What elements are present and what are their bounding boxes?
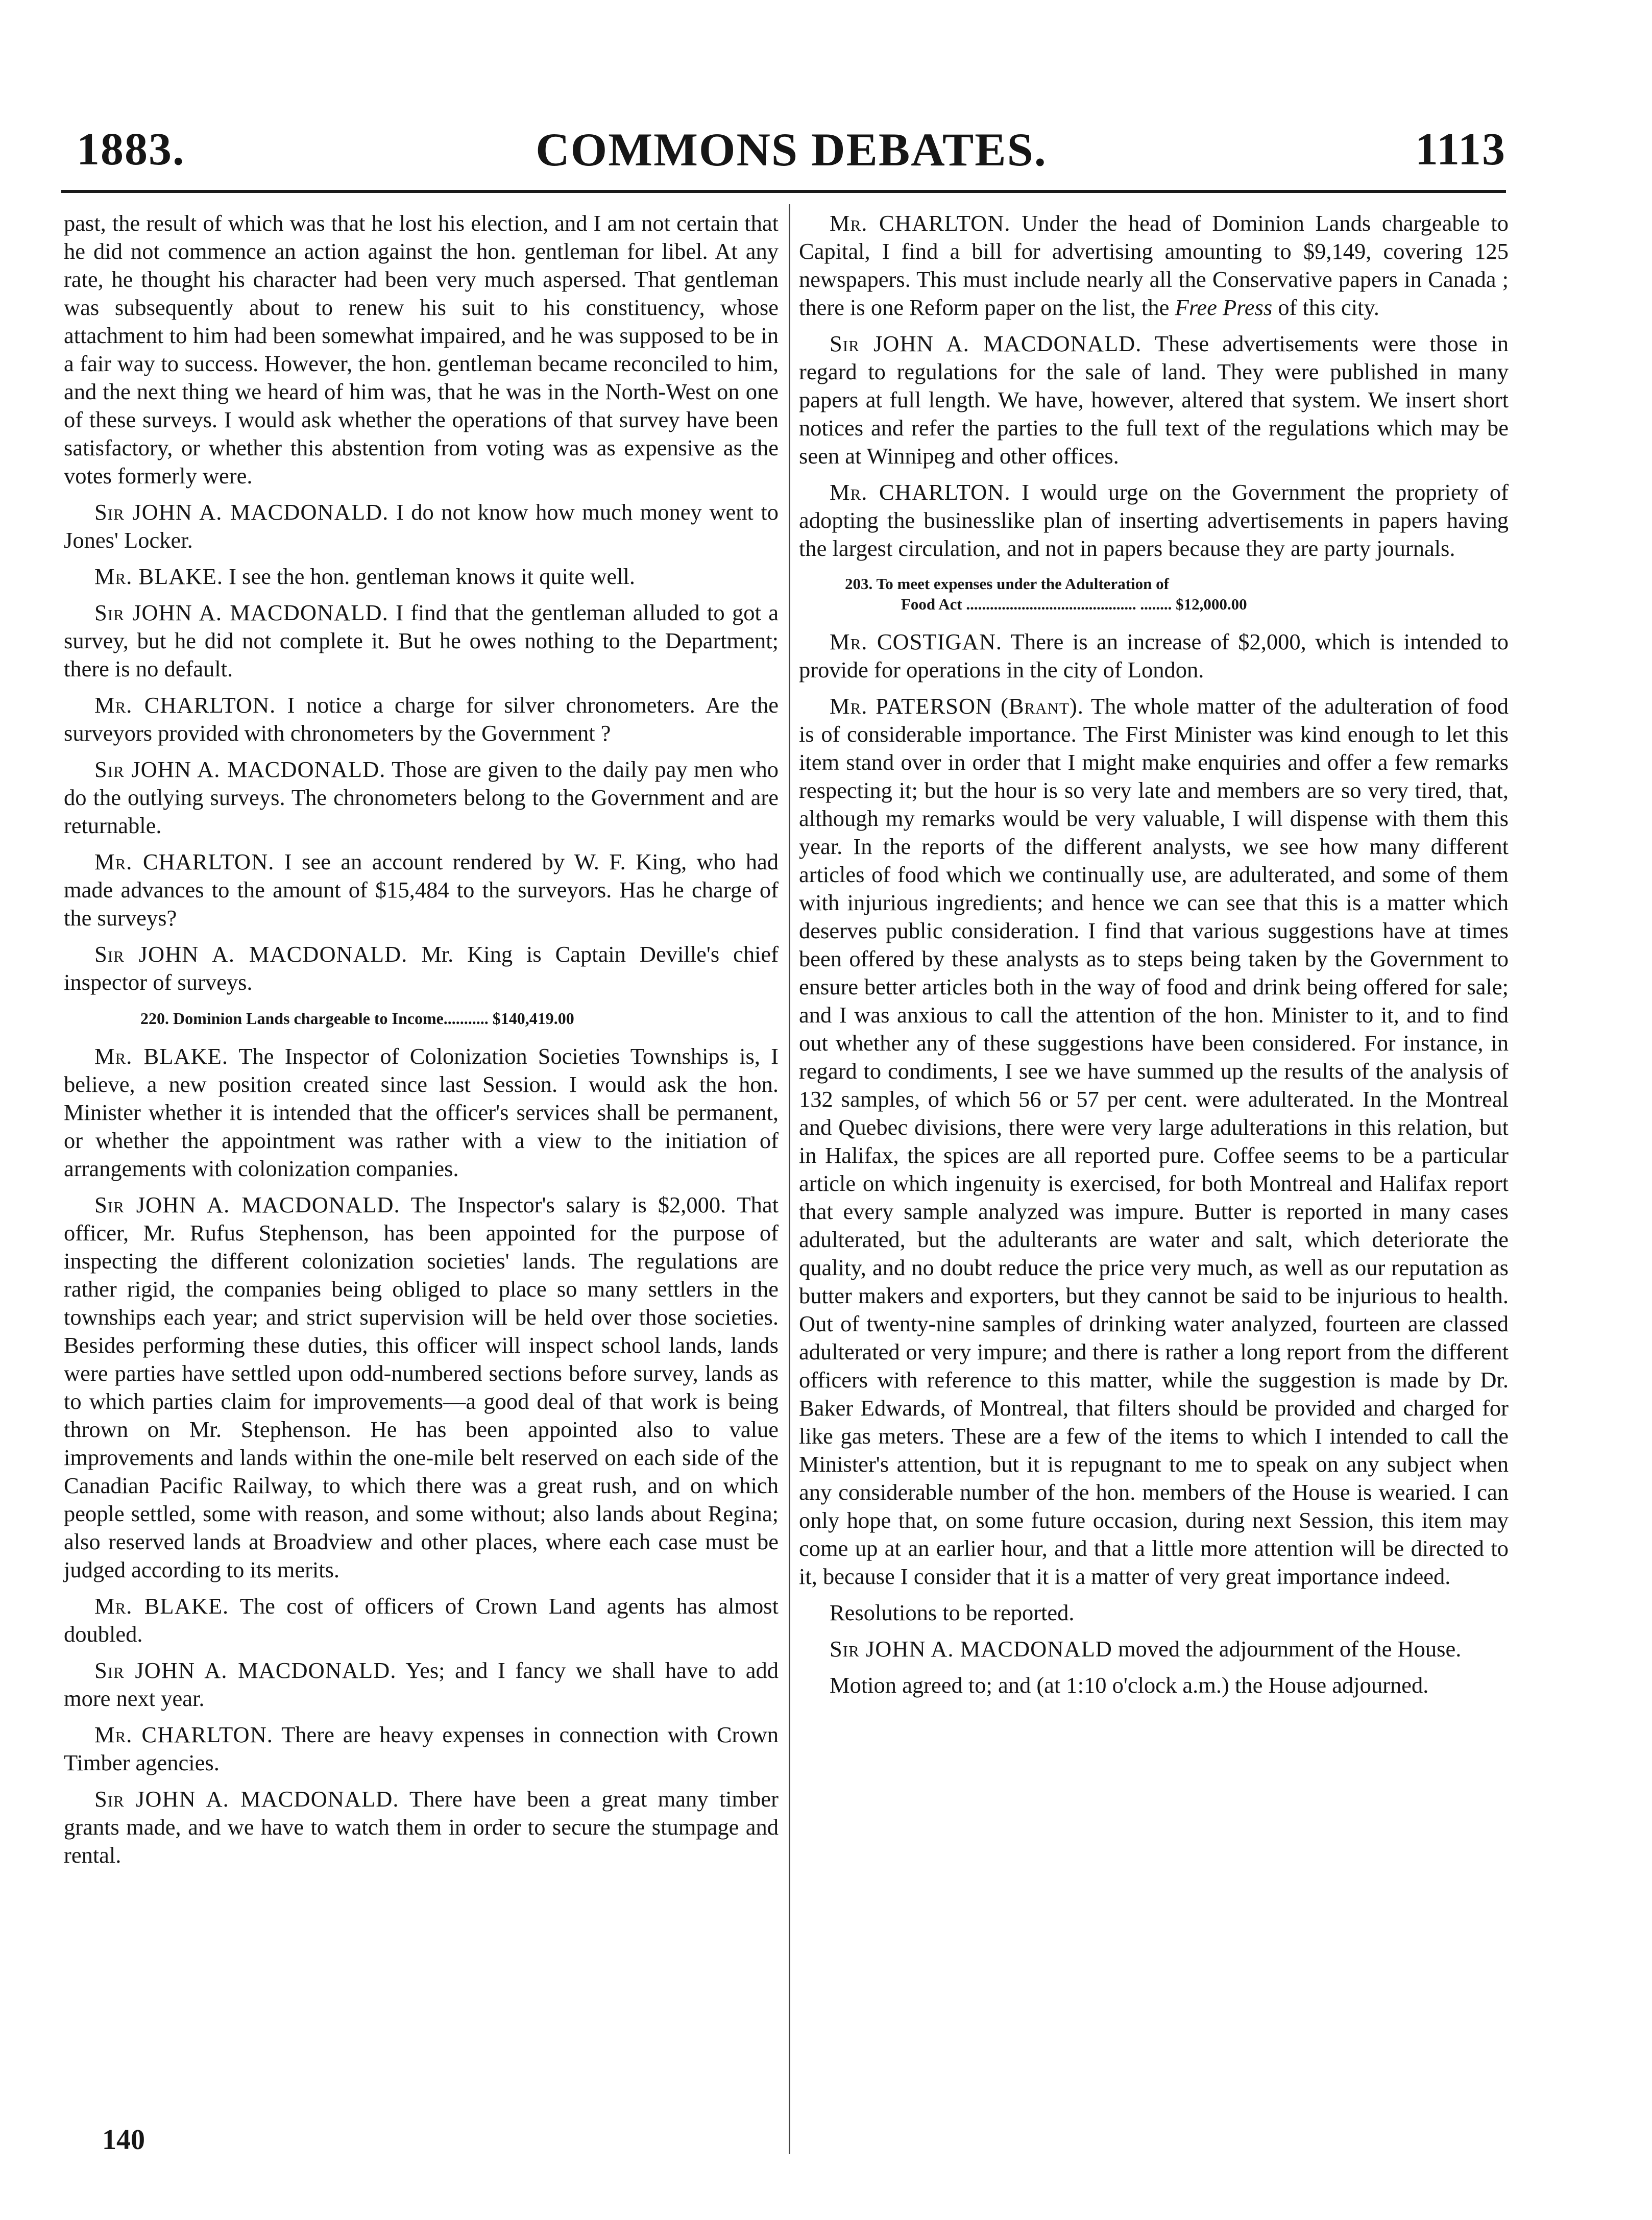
speech-text: I notice a charge for silver chronometers. Are the surveyors provided with chronometers by the Government ?: [64, 692, 779, 746]
speech-text: Mr. King is Captain Deville's chief inspector of surveys.: [64, 941, 779, 995]
paragraph: [799, 628, 1509, 684]
speech-text: The whole matter of the adulteration of food is of considerable importance. The First Minister was kind enough to let this item stand over in order that I might make enquiries and offer a few remarks respecting it; but the hour is so very late and members are so very tired, that, although my remarks would be very valuable, I will dispense with them this year. In the reports of the different analysts, we see how many different articles of food which we continually use, are adulterated, and some of them with injurious ingredients; and hence we can see that this is a matter which deserves public consideration. I find that various suggestions have at times been offered by these analysts as to steps being taken by the Government to ensure better articles both in the way of food and drink being offered for sale; and I was anxious to call the attention of the hon. Minister to it, and to find out whether any of these suggestions have been considered. For instance, in regard to condiments, I see we have summed up the results of the analysis of 132 samples, of which 56 or 57 per cent. were adulterated. In the Montreal and Quebec divisions, there were very large adulterations in this relation, but in Halifax, the spices are all reported pure. Coffee seems to be a particular article on which ingenuity is exercised, for both Montreal and Halifax report that every sample analyzed was impure. Butter is reported in many cases adulterated, but the adulterants are water and salt, which deteriorate the quality, and no doubt reduce the price very much, as well as our reputation as butter makers and exporters, but they cannot be said to be injurious to health. Out of twenty-nine samples of drinking water analyzed, fourteen are classed adulterated or very impure; and there is rather a long report from the different officers with reference to this matter, while the suggestion is made by Dr. Baker Edwards, of Montreal, that filters should be provided and charged for like gas meters. These are a few of the items to which I intended to call the Minister's attention, but it is repugnant to me to speak on any subject when any considerable number of the hon. members of the House is wearied. I can only hope that, on some future occasion, during next Session, this item may come up at an earlier hour, and that a little more attention will be directed to it, because I consider that it is a matter of very great importance indeed.: [799, 693, 1509, 1589]
paragraph: [64, 1656, 779, 1713]
speaker-name: Mr. BLAKE.: [94, 564, 223, 589]
newspaper-name: Free Press: [1175, 295, 1273, 320]
speech-text: Under the head of Dominion Lands chargeable to Capital, I find a bill for advertising amounting to $9,149, covering 125 newspapers. This must include nearly all the Conservative papers in Canada ; there is one Reform paper on the list, the: [799, 210, 1509, 320]
speech-text: I do not know how much money went to Jones' Locker.: [64, 499, 779, 553]
paragraph: [64, 1721, 779, 1777]
speech-text: The Inspector of Colonization Societies Townships is, I believe, a new position created since last Session. I would ask the hon. Minister whether it is intended that the officer's services shall be permanent, or whether the appointment was rather with a view to the initiation of arrangements with colonization companies.: [64, 1043, 779, 1181]
speech-text: I would urge on the Government the propriety of adopting the businesslike plan of inserting advertisements in papers having the largest circulation, and not in papers because they are party journals.: [799, 479, 1509, 561]
signature-mark: 140: [102, 2124, 145, 2156]
publication-title: COMMONS DEBATES.: [536, 124, 1047, 176]
speaker-name: Sir JOHN A. MACDONALD.: [94, 600, 388, 625]
left-column: [64, 209, 779, 1877]
speech-text: I find that the gentleman alluded to got a survey, but he did not complete it. But he owes nothing to the Department; there is no default.: [64, 600, 779, 681]
paragraph: [64, 1592, 779, 1648]
speaker-name: Sir JOHN A. MACDONALD.: [94, 1786, 399, 1812]
speaker-name: Sir JOHN A. MACDONALD.: [94, 1192, 400, 1217]
paragraph: [799, 330, 1509, 470]
speech-text: These advertisements were those in regard to regulations for the sale of land. They were published in many papers at full length. We have, however, altered that system. We insert short notices and refer the parties to the full text of the regulations which may be seen at Winnipeg and other offices.: [799, 331, 1509, 469]
page-number: 1113: [1415, 124, 1506, 175]
speech-text: There are heavy expenses in connection with Crown Timber agencies.: [64, 1722, 779, 1775]
speaker-name: Mr. CHARLTON.: [94, 849, 275, 874]
speaker-name: Mr. PATERSON (Brant).: [830, 693, 1084, 719]
paragraph: [64, 940, 779, 996]
speaker-name: Mr. CHARLTON.: [830, 210, 1011, 236]
paragraph: [64, 1785, 779, 1869]
paragraph: [64, 1191, 779, 1584]
column-divider: [789, 204, 790, 2154]
speech-text: I see an account rendered by W. F. King, who had made advances to the amount of $15,484 to the surveyors. Has he charge of the surveys?: [64, 849, 779, 931]
paragraph: [64, 599, 779, 683]
speech-text: There have been a great many timber grants made, and we have to watch them in order to secure the stumpage and rental.: [64, 1786, 779, 1868]
paragraph: [64, 691, 779, 747]
estimate-item-line: Food Act ........................................... ........ $12,000.00: [901, 595, 1247, 613]
paragraph: past, the result of which was that he lost his election, and I am not certain that he did not commence an action against the hon. gentleman for libel. At any rate, he thought his character had been very much aspersed. That gentleman was subsequently about to renew his suit to his constituency, whose attachment to him had been somewhat impaired, and he was supposed to be in a fair way to success. However, the hon. gentleman became reconciled to him, and the next thing we heard of him was, that he was in the North-West on one of these surveys. I would ask whether the operations of that survey have been satisfactory, or whether this abstention from voting was as expensive as the votes formerly were.: [64, 210, 779, 489]
speech-text: I see the hon. gentleman knows it quite well.: [229, 564, 635, 589]
speaker-name: Mr. CHARLTON.: [94, 692, 276, 718]
paragraph: [64, 848, 779, 932]
speaker-name: Mr. COSTIGAN.: [830, 629, 1002, 654]
speech-text: Yes; and I fancy we shall have to add more next year.: [64, 1657, 779, 1711]
year-label: 1883.: [77, 124, 185, 175]
paragraph: [799, 478, 1509, 563]
speaker-name: Sir JOHN A. MACDONALD.: [94, 1657, 397, 1683]
speech-text: The Inspector's salary is $2,000. That officer, Mr. Rufus Stephenson, has been appointed for the purpose of inspecting the different colonization societies' lands. The regulations are rather rigid, the companies being obliged to place so many settlers in the townships each year; and strict supervision will be held over those societies. Besides performing these duties, this officer will inspect school lands, lands were parties have settled upon odd-numbered sections before survey, lands as to which parties claim for improvements—a good deal of that work is being thrown on Mr. Stephenson. He has been appointed also to value improvements and lands within the one-mile belt reserved on each side of the Canadian Pacific Railway, to which there was a great rush, and on which people settled, some with reason, and some without; also lands about Regina; also reserved lands at Broadview and other places, where each case must be judged according to its merits.: [64, 1192, 779, 1582]
estimate-item-line: 203. To meet expenses under the Adulteration of: [845, 575, 1169, 593]
estimate-item: 220. Dominion Lands chargeable to Income........... $140,419.00: [140, 1009, 574, 1028]
speech-text: The cost of officers of Crown Land agents has almost doubled.: [64, 1593, 779, 1647]
speaker-name: Mr. CHARLTON.: [830, 479, 1011, 505]
speaker-name: Sir JOHN A. MACDONALD.: [830, 331, 1142, 356]
speech-text: Those are given to the daily pay men who do the outlying surveys. The chronometers belong to the Government and are returnable.: [64, 757, 779, 838]
paragraph: Resolutions to be reported.: [830, 1600, 1075, 1625]
header-rule: [61, 190, 1506, 193]
speaker-name: Mr. CHARLTON.: [94, 1722, 273, 1747]
speaker-name: Sir JOHN A. MACDONALD: [830, 1636, 1112, 1662]
speaker-name: Mr. BLAKE.: [94, 1043, 228, 1069]
speaker-name: Sir JOHN A. MACDONALD.: [94, 757, 386, 782]
speaker-name: Sir JOHN A. MACDONALD.: [94, 941, 408, 967]
paragraph: [799, 1635, 1509, 1663]
paragraph: [64, 755, 779, 840]
speaker-name: Sir JOHN A. MACDONALD.: [94, 499, 389, 525]
paragraph: [64, 1042, 779, 1183]
speech-text: of this city.: [1278, 295, 1379, 320]
paragraph: [799, 209, 1509, 322]
speaker-name: Mr. BLAKE.: [94, 1593, 229, 1619]
right-column: [799, 209, 1509, 1707]
speech-text: There is an increase of $2,000, which is intended to provide for operations in the city of London.: [799, 629, 1509, 682]
estimate-item: [799, 574, 1509, 615]
speech-text: moved the adjournment of the House.: [1118, 1636, 1462, 1662]
paragraph: [64, 498, 779, 554]
paragraph: [799, 692, 1509, 1591]
paragraph: Motion agreed to; and (at 1:10 o'clock a.m.) the House adjourned.: [830, 1672, 1429, 1698]
page-header: [77, 121, 1506, 178]
paragraph: [64, 563, 779, 591]
